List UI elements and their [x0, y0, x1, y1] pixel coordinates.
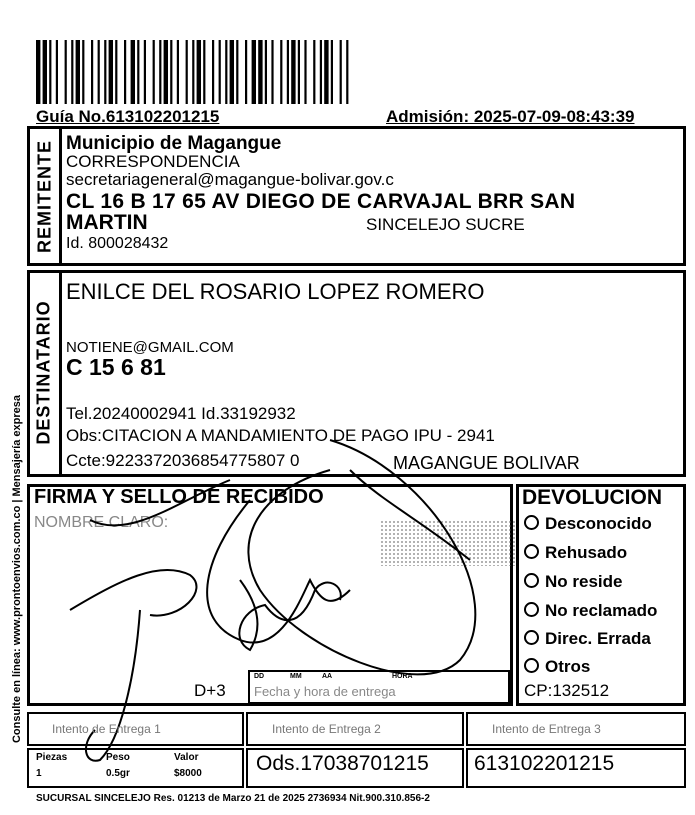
- recipient-name: ENILCE DEL ROSARIO LOPEZ ROMERO: [66, 279, 485, 304]
- guide-number-header: Guía No.613102201215: [36, 107, 220, 126]
- option-other[interactable]: [524, 657, 590, 677]
- date-head-hora: HORA: [392, 673, 413, 680]
- sender-id: Id. 800028432: [66, 235, 169, 252]
- attempt-3-label: Intento de Entrega 3: [492, 722, 601, 736]
- admission-timestamp: Admisión: 2025-07-09-08:43:39: [386, 107, 635, 126]
- option-wrong-address[interactable]: [524, 629, 651, 649]
- recipient-ccte: Ccte:9223372036854775807 0: [66, 451, 300, 470]
- radio-circle-icon: [524, 630, 539, 645]
- attempt-1-label: Intento de Entrega 1: [52, 722, 161, 736]
- devolution-title: DEVOLUCION: [522, 486, 663, 509]
- recipient-email: NOTIENE@GMAIL.COM: [66, 339, 234, 356]
- radio-circle-icon: [524, 544, 539, 559]
- date-time-label: Fecha y hora de entrega: [254, 684, 396, 699]
- signature-title: FIRMA Y SELLO DE RECIBIDO: [34, 486, 324, 508]
- option-label: Direc. Errada: [545, 629, 651, 648]
- pieces-value: 1: [36, 768, 42, 779]
- weight-head: Peso: [106, 752, 130, 763]
- value-amount: $8000: [174, 768, 202, 779]
- guide-number: 613102201215: [474, 752, 615, 775]
- option-not-claimed[interactable]: [524, 601, 657, 621]
- postal-code: CP:132512: [524, 681, 610, 700]
- option-label: Rehusado: [545, 543, 628, 562]
- sender-address-line1: CL 16 B 17 65 AV DIEGO DE CARVAJAL BRR SAN: [66, 190, 576, 213]
- pieces-head: Piezas: [36, 752, 68, 763]
- side-website-text: Consulte en línea: www.prontoenvios.com.co | Mensajería expresa: [11, 394, 23, 744]
- name-clear-label: NOMBRE CLARO:: [34, 514, 169, 531]
- option-label: No reside: [545, 572, 623, 591]
- recipient-phone-id: Tel.20240002941 Id.33192932: [66, 404, 296, 423]
- value-head: Valor: [174, 752, 199, 763]
- weight-value: 0.5gr: [106, 768, 130, 779]
- date-head-dd: DD: [254, 673, 265, 680]
- option-unknown[interactable]: [524, 514, 652, 534]
- attempt-2-label: Intento de Entrega 2: [272, 722, 381, 736]
- ods-number: Ods.17038701215: [256, 752, 429, 775]
- radio-circle-icon: [524, 602, 539, 617]
- option-label: Otros: [545, 657, 591, 676]
- sender-email: secretariageneral@magangue-bolivar.gov.c: [66, 170, 394, 189]
- radio-circle-icon: [524, 573, 539, 588]
- sender-label: REMITENTE: [34, 140, 55, 254]
- option-label: Desconocido: [545, 514, 652, 533]
- option-refused[interactable]: [524, 543, 627, 563]
- sender-department: CORRESPONDENCIA: [66, 152, 240, 171]
- option-label: No reclamado: [545, 601, 658, 620]
- date-head-aa: AA: [322, 673, 333, 680]
- sender-address-line2: MARTIN: [66, 211, 148, 234]
- recipient-city: MAGANGUE BOLIVAR: [393, 453, 580, 473]
- date-head-mm: MM: [290, 673, 302, 680]
- delivery-days-label: D+3: [194, 681, 226, 700]
- sender-name: Municipio de Magangue: [66, 133, 282, 154]
- sender-city: SINCELEJO SUCRE: [366, 215, 525, 234]
- option-does-not-reside[interactable]: [524, 572, 622, 592]
- recipient-label: DESTINATARIO: [33, 300, 54, 445]
- recipient-observation: Obs:CITACION A MANDAMIENTO DE PAGO IPU - 2941: [66, 426, 495, 445]
- radio-circle-icon: [524, 515, 539, 530]
- footer-branch-text: SUCURSAL SINCELEJO Res. 01213 de Marzo 21 de 2025 2736934 Nit.900.310.856-2: [36, 793, 430, 804]
- radio-circle-icon: [524, 658, 539, 673]
- recipient-address: C 15 6 81: [66, 354, 166, 380]
